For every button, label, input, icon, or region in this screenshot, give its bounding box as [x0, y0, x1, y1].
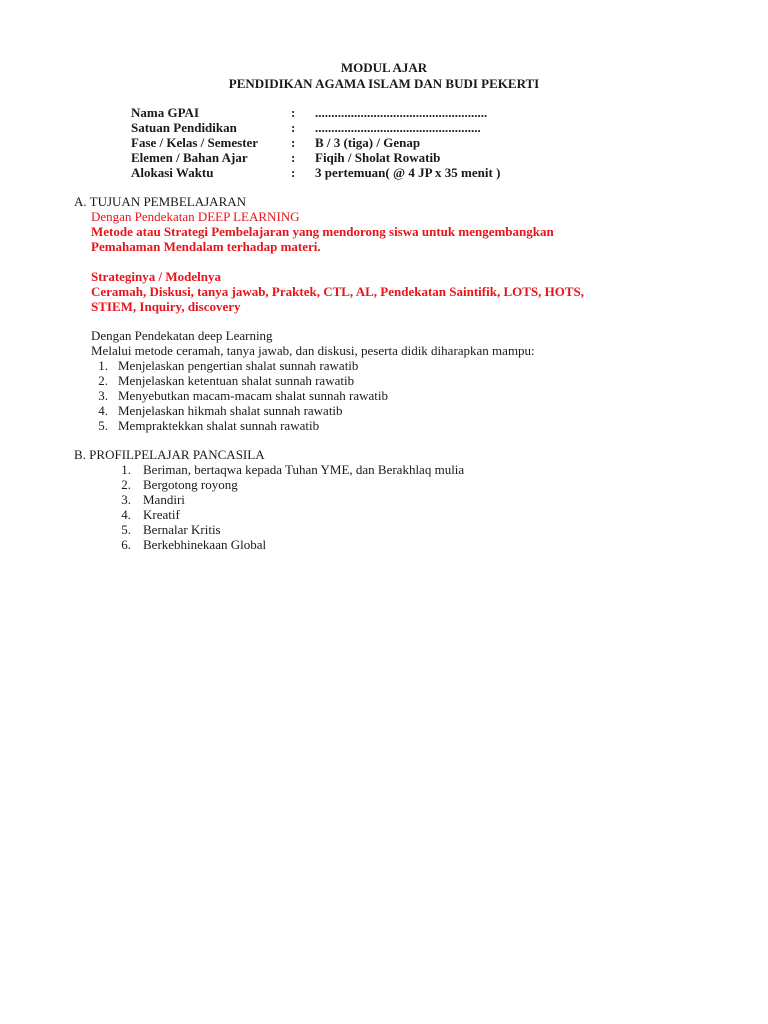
profile-list [115, 462, 464, 552]
list-text: Bergotong royong [143, 477, 238, 492]
identity-colon: : [291, 165, 296, 180]
approach-text: Dengan Pendekatan DEEP LEARNING [91, 209, 300, 224]
list-number: 3. [98, 388, 108, 403]
list-text: Menjelaskan pengertian shalat sunnah rawatib [118, 358, 359, 373]
list-text: Menjelaskan hikmah shalat sunnah rawatib [118, 403, 343, 418]
list-text: Beriman, bertaqwa kepada Tuhan YME, dan Berakhlaq mulia [143, 462, 465, 477]
list-number: 2. [98, 373, 108, 388]
list-number: 4. [98, 403, 108, 418]
identity-row [131, 120, 500, 135]
list-item [91, 403, 388, 418]
list-number: 6. [121, 537, 131, 552]
list-number: 5. [121, 522, 131, 537]
identity-label: Alokasi Waktu [131, 165, 214, 180]
list-item [115, 477, 464, 492]
identity-label: Fase / Kelas / Semester [131, 135, 259, 150]
document-title: MODUL AJAR [340, 60, 428, 75]
list-item [115, 537, 464, 552]
list-number: 3. [121, 492, 131, 507]
identity-label: Elemen / Bahan Ajar [131, 150, 248, 165]
list-item [115, 507, 464, 522]
strategy-text-line2: STIEM, Inquiry, discovery [91, 299, 241, 314]
list-text: Mandiri [143, 492, 185, 507]
identity-row [131, 150, 500, 165]
list-number: 1. [121, 462, 131, 477]
document-subtitle: PENDIDIKAN AGAMA ISLAM DAN BUDI PEKERTI [228, 76, 540, 91]
identity-value: ..................................................... [315, 105, 488, 120]
identity-colon: : [291, 150, 296, 165]
identity-row [131, 165, 500, 180]
list-number: 2. [121, 477, 131, 492]
identity-value: ................................................... [315, 120, 481, 135]
intro-line1: Dengan Pendekatan deep Learning [91, 328, 273, 343]
list-text: Menyebutkan macam-macam shalat sunnah rawatib [118, 388, 389, 403]
intro-line2: Melalui metode ceramah, tanya jawab, dan diskusi, peserta didik diharapkan mampu: [91, 343, 535, 358]
strategy-heading: Strateginya / Modelnya [91, 269, 221, 284]
objectives-list [91, 358, 388, 433]
list-item [91, 373, 388, 388]
section-b-heading: B. PROFILPELAJAR PANCASILA [74, 447, 265, 462]
list-item [115, 462, 464, 477]
section-a-heading: A. TUJUAN PEMBELAJARAN [74, 194, 247, 209]
identity-value: Fiqih / Sholat Rowatib [315, 150, 441, 165]
list-text: Menjelaskan ketentuan shalat sunnah rawatib [118, 373, 355, 388]
method-text-line1: Metode atau Strategi Pembelajaran yang mendorong siswa untuk mengembangkan [91, 224, 554, 239]
list-item [91, 388, 388, 403]
identity-colon: : [291, 135, 296, 150]
strategy-text-line1: Ceramah, Diskusi, tanya jawab, Praktek, CTL, AL, Pendekatan Saintifik, LOTS, HOTS, [91, 284, 584, 299]
identity-colon: : [291, 120, 296, 135]
list-item [91, 418, 388, 433]
identity-value: 3 pertemuan( @ 4 JP x 35 menit ) [315, 165, 501, 180]
identity-table [131, 105, 500, 180]
list-text: Mempraktekkan shalat sunnah rawatib [118, 418, 320, 433]
identity-label: Nama GPAI [131, 105, 200, 120]
list-number: 1. [98, 358, 108, 373]
list-text: Berkebhinekaan Global [143, 537, 267, 552]
list-text: Bernalar Kritis [143, 522, 221, 537]
identity-row [131, 135, 500, 150]
method-text-line2: Pemahaman Mendalam terhadap materi. [91, 239, 321, 254]
list-item [115, 522, 464, 537]
list-item [91, 358, 388, 373]
list-text: Kreatif [143, 507, 180, 522]
identity-value: B / 3 (tiga) / Genap [315, 135, 421, 150]
identity-label: Satuan Pendidikan [131, 120, 237, 135]
list-number: 5. [98, 418, 108, 433]
identity-colon: : [291, 105, 296, 120]
list-number: 4. [121, 507, 131, 522]
list-item [115, 492, 464, 507]
identity-row [131, 105, 500, 120]
